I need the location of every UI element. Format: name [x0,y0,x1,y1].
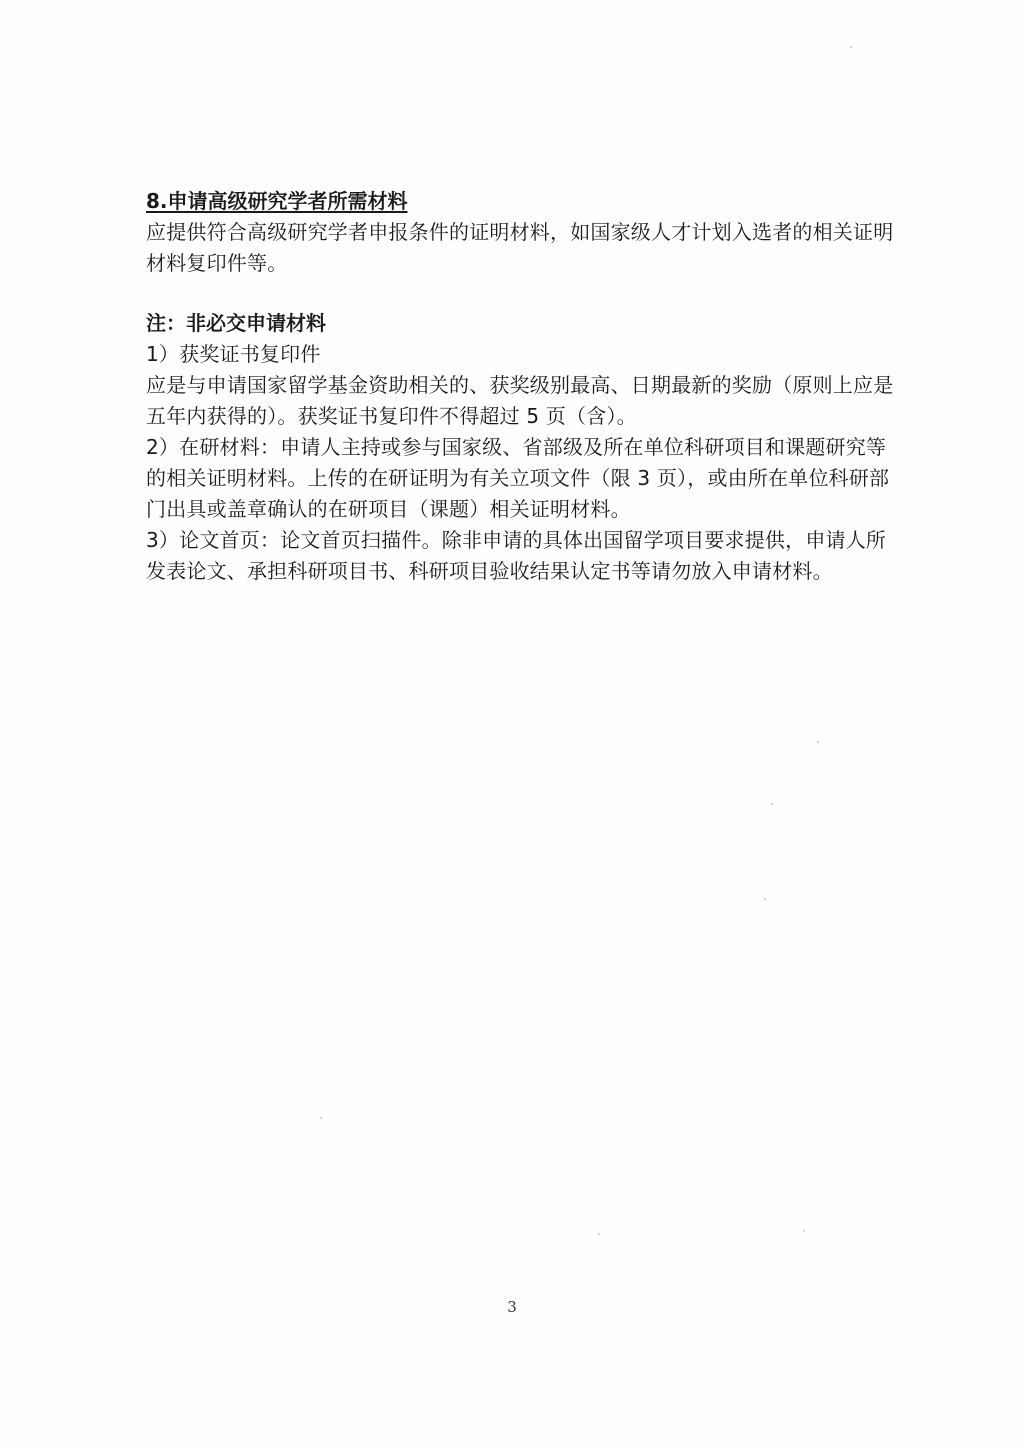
scan-speck [764,898,766,900]
notes-line: 门出具或盖章确认的在研项目（课题）相关证明材料。 [146,497,631,521]
document-body [146,186,916,587]
scan-speck [320,1117,322,1119]
notes-line: 应是与申请国家留学基金资助相关的、获奖级别最高、日期最新的奖励（原则上应是 [146,373,894,397]
notes-line: 的相关证明材料。上传的在研证明为有关立项文件（限 3 页），或由所在单位科研部 [146,466,890,490]
page-number: 3 [507,1298,517,1316]
notes-line: 发表论文、承担科研项目书、科研项目验收结果认定书等请勿放入申请材料。 [146,559,833,583]
scan-speck [803,1230,805,1232]
notes-line: 五年内获得的）。获奖证书复印件不得超过 5 页（含）。 [146,404,637,428]
scan-speck [771,803,773,805]
notes-line: 1）获奖证书复印件 [146,342,321,366]
notes-line: 2）在研材料：申请人主持或参与国家级、省部级及所在单位科研项目和课题研究等 [146,435,887,459]
section-8-line: 应提供符合高级研究学者申报条件的证明材料，如国家级人才计划入选者的相关证明 [146,220,894,244]
scan-speck [598,1233,600,1235]
notes-line: 3）论文首页：论文首页扫描件。除非申请的具体出国留学项目要求提供，申请人所 [146,528,887,552]
scan-speck [817,741,819,743]
section-8-heading: 8.申请高级研究学者所需材料 [146,189,408,213]
paragraph-gap [146,279,916,308]
notes-title: 注：非必交申请材料 [146,311,326,335]
scan-speck [850,46,852,48]
section-8-line: 材料复印件等。 [146,251,288,275]
